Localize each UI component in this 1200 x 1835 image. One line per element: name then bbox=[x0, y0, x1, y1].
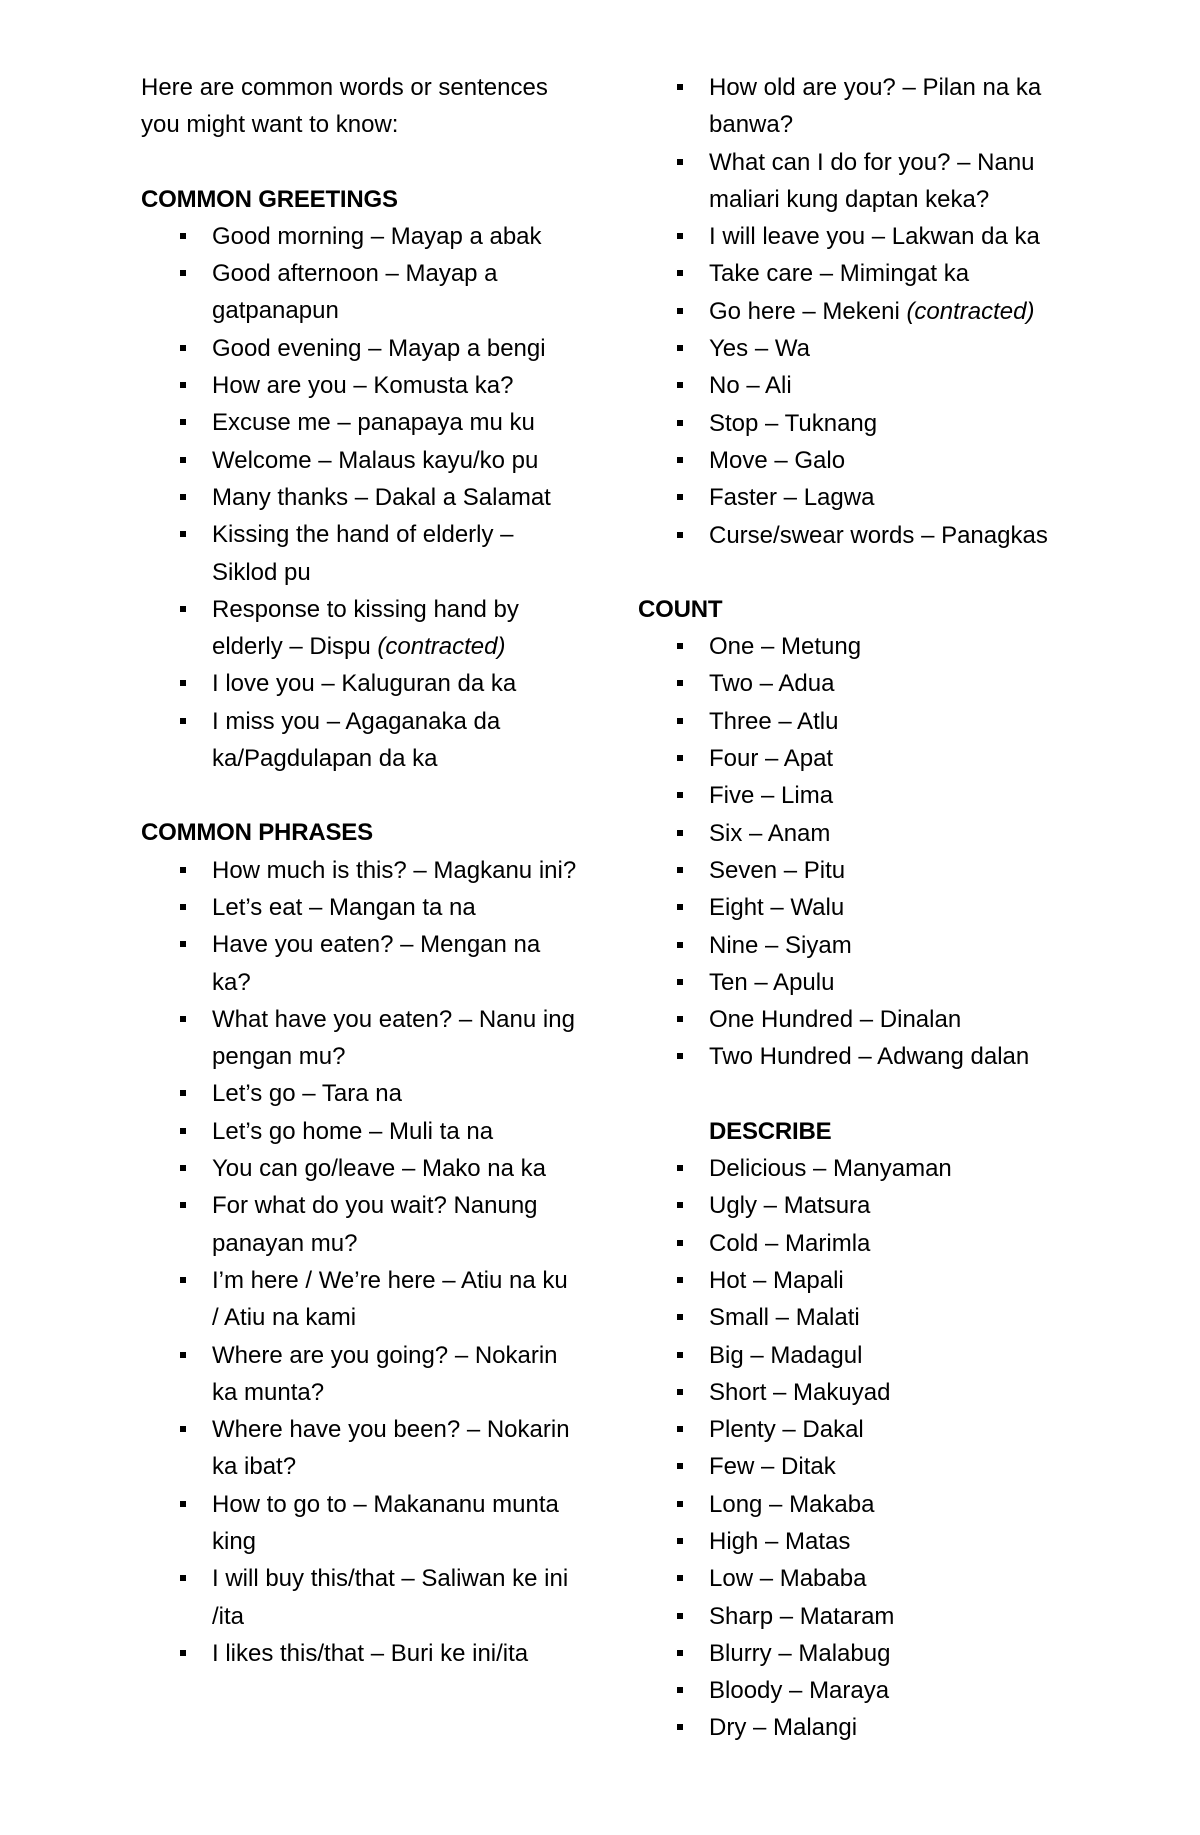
list-item: What have you eaten? – Nanu ing pengan mu? bbox=[141, 1001, 581, 1076]
right-column bbox=[638, 69, 1083, 1747]
list-item: How are you – Komusta ka? bbox=[141, 367, 581, 404]
list-item: How much is this? – Magkanu ini? bbox=[141, 852, 581, 889]
list-item: Where have you been? – Nokarin ka ibat? bbox=[141, 1411, 581, 1486]
list-item: Stop – Tuknang bbox=[638, 405, 1083, 442]
list-item: Where are you going? – Nokarin ka munta? bbox=[141, 1337, 581, 1412]
list-item: Big – Madagul bbox=[638, 1337, 1083, 1374]
list-item: Let’s go – Tara na bbox=[141, 1075, 581, 1112]
dispu-text: Response to kissing hand by elderly – Dispu bbox=[212, 595, 519, 661]
list-item: Dry – Malangi bbox=[638, 1709, 1083, 1746]
list-item: I will buy this/that – Saliwan ke ini /ita bbox=[141, 1560, 581, 1635]
list-item: No – Ali bbox=[638, 367, 1083, 404]
phrases-list bbox=[141, 852, 581, 1673]
greetings-list bbox=[141, 218, 581, 777]
list-item: Few – Ditak bbox=[638, 1448, 1083, 1485]
list-item: Small – Malati bbox=[638, 1299, 1083, 1336]
list-item: Eight – Walu bbox=[638, 889, 1083, 926]
contracted-note: (contracted) bbox=[377, 633, 506, 661]
list-item: You can go/leave – Mako na ka bbox=[141, 1150, 581, 1187]
list-item: Sharp – Mataram bbox=[638, 1598, 1083, 1635]
list-item: How to go to – Makananu munta king bbox=[141, 1486, 581, 1561]
list-item: Nine – Siyam bbox=[638, 927, 1083, 964]
list-item: Low – Mababa bbox=[638, 1560, 1083, 1597]
describe-list bbox=[638, 1150, 1083, 1747]
left-column bbox=[141, 69, 581, 1672]
list-item: Blurry – Malabug bbox=[638, 1635, 1083, 1672]
list-item: Good morning – Mayap a abak bbox=[141, 218, 581, 255]
list-item: Move – Galo bbox=[638, 442, 1083, 479]
list-item: Long – Makaba bbox=[638, 1486, 1083, 1523]
list-item: High – Matas bbox=[638, 1523, 1083, 1560]
list-item: Let’s go home – Muli ta na bbox=[141, 1113, 581, 1150]
list-item: Let’s eat – Mangan ta na bbox=[141, 889, 581, 926]
intro-text: Here are common words or sentences you might want to know: bbox=[141, 74, 548, 139]
count-list bbox=[638, 628, 1083, 1076]
list-item: I will leave you – Lakwan da ka bbox=[638, 218, 1083, 255]
list-item: Hot – Mapali bbox=[638, 1262, 1083, 1299]
list-item: Five – Lima bbox=[638, 777, 1083, 814]
list-item: I miss you – Agaganaka da ka/Pagdulapan da ka bbox=[141, 703, 581, 778]
phrases-list-continued bbox=[638, 69, 1083, 554]
list-item: Ten – Apulu bbox=[638, 964, 1083, 1001]
list-item: Delicious – Manyaman bbox=[638, 1150, 1083, 1187]
list-item: Plenty – Dakal bbox=[638, 1411, 1083, 1448]
list-item: Welcome – Malaus kayu/ko pu bbox=[141, 442, 581, 479]
list-item: Three – Atlu bbox=[638, 703, 1083, 740]
list-item: Cold – Marimla bbox=[638, 1225, 1083, 1262]
list-item: I likes this/that – Buri ke ini/ita bbox=[141, 1635, 581, 1672]
list-item bbox=[638, 293, 1083, 330]
list-item: Two Hundred – Adwang dalan bbox=[638, 1038, 1083, 1075]
greetings-heading: COMMON GREETINGS bbox=[141, 185, 398, 213]
list-item: Many thanks – Dakal a Salamat bbox=[141, 479, 581, 516]
list-item: Short – Makuyad bbox=[638, 1374, 1083, 1411]
list-item: Good afternoon – Mayap a gatpanapun bbox=[141, 255, 581, 330]
go-here-text: Go here – Mekeni bbox=[709, 297, 907, 325]
list-item: Two – Adua bbox=[638, 665, 1083, 702]
list-item: What can I do for you? – Nanu maliari kung daptan keka? bbox=[638, 144, 1083, 219]
list-item: Six – Anam bbox=[638, 815, 1083, 852]
list-item: I’m here / We’re here – Atiu na ku / Atiu na kami bbox=[141, 1262, 581, 1337]
list-item: Kissing the hand of elderly – Siklod pu bbox=[141, 516, 581, 591]
list-item: I love you – Kaluguran da ka bbox=[141, 665, 581, 702]
phrases-heading: COMMON PHRASES bbox=[141, 819, 373, 847]
list-item: Yes – Wa bbox=[638, 330, 1083, 367]
contracted-note: (contracted) bbox=[906, 297, 1035, 325]
list-item: Faster – Lagwa bbox=[638, 479, 1083, 516]
list-item: Seven – Pitu bbox=[638, 852, 1083, 889]
list-item: Four – Apat bbox=[638, 740, 1083, 777]
describe-heading: DESCRIBE bbox=[709, 1117, 832, 1145]
list-item: For what do you wait? Nanung panayan mu? bbox=[141, 1187, 581, 1262]
list-item: Take care – Mimingat ka bbox=[638, 255, 1083, 292]
list-item: Have you eaten? – Mengan na ka? bbox=[141, 926, 581, 1001]
list-item: Bloody – Maraya bbox=[638, 1672, 1083, 1709]
list-item: Excuse me – panapaya mu ku bbox=[141, 404, 581, 441]
count-heading: COUNT bbox=[638, 595, 723, 623]
list-item: How old are you? – Pilan na ka banwa? bbox=[638, 69, 1083, 144]
list-item: One – Metung bbox=[638, 628, 1083, 665]
list-item bbox=[141, 591, 581, 666]
list-item: One Hundred – Dinalan bbox=[638, 1001, 1083, 1038]
list-item: Good evening – Mayap a bengi bbox=[141, 330, 581, 367]
list-item: Ugly – Matsura bbox=[638, 1187, 1083, 1224]
list-item: Curse/swear words – Panagkas bbox=[638, 517, 1083, 554]
